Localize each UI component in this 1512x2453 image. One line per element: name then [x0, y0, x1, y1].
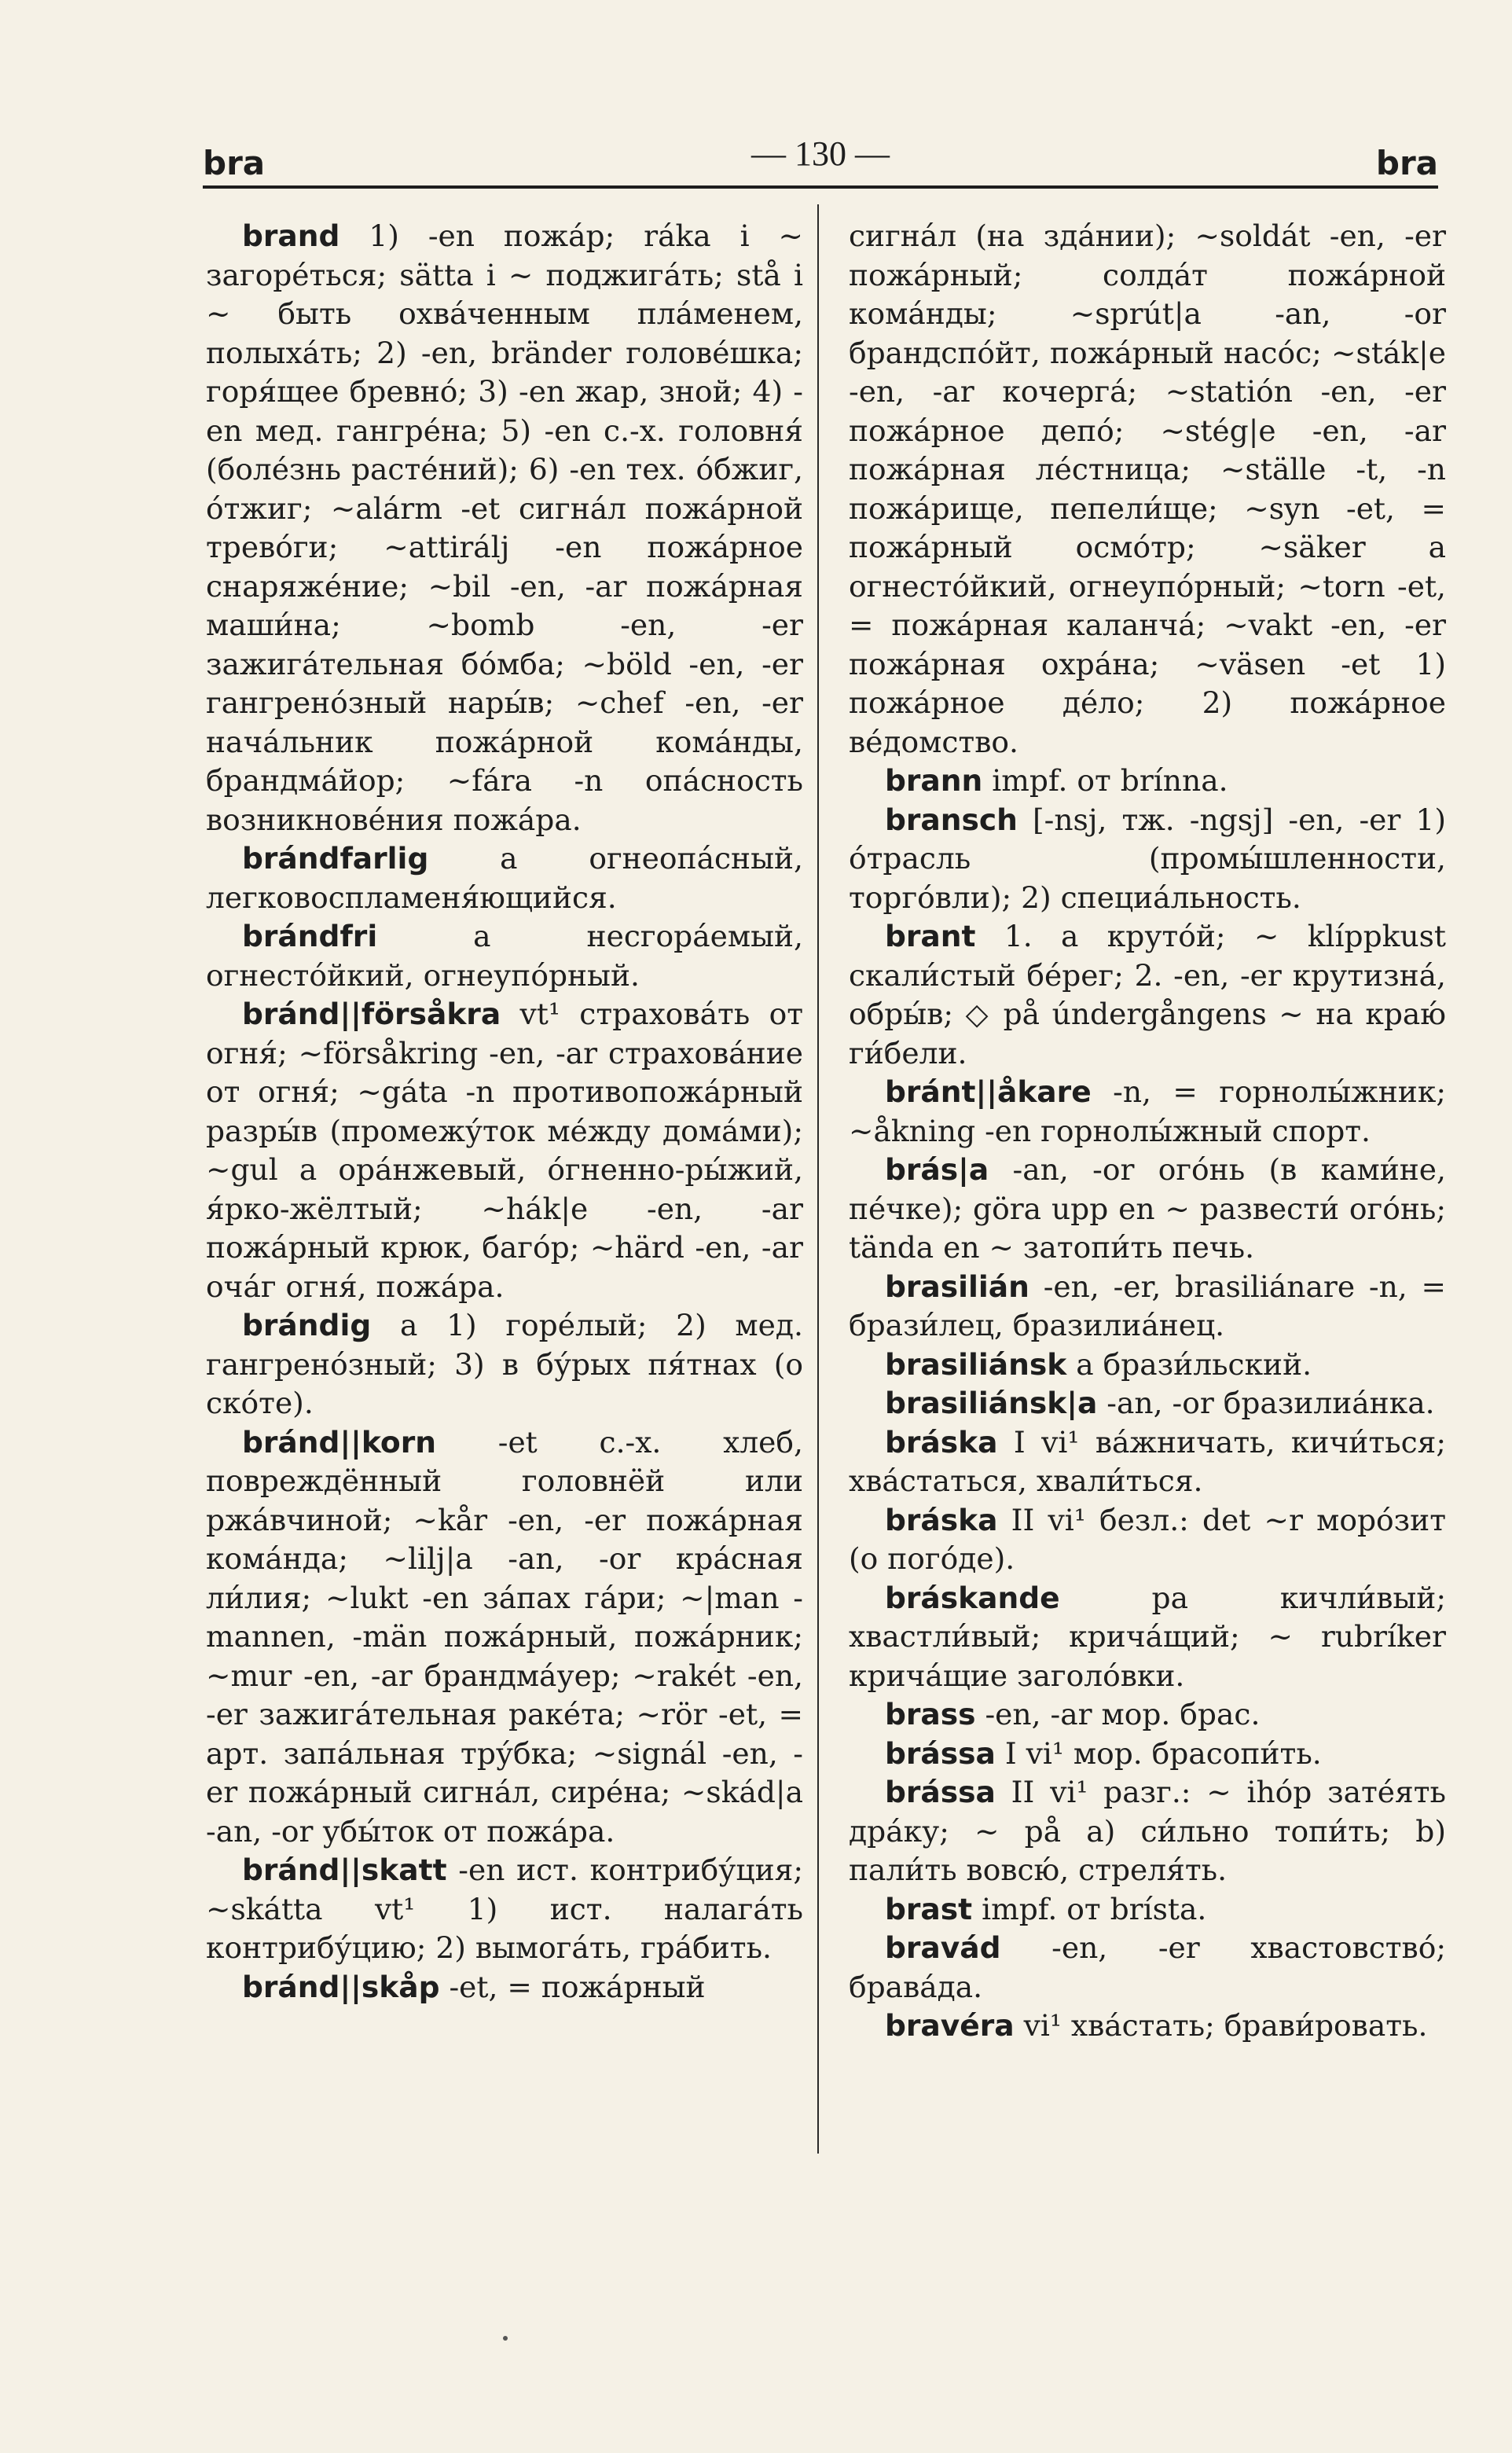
- entry-body: a брази́льский.: [1066, 1346, 1312, 1382]
- dictionary-entry: [849, 1268, 1446, 1346]
- dictionary-entry: [849, 2007, 1446, 2046]
- headword: bravád: [885, 1930, 1001, 1965]
- entry-body: vi¹ хва́стать; брави́ровать.: [1014, 2008, 1428, 2043]
- dictionary-entry: [206, 1968, 803, 2007]
- headword: brás|a: [885, 1152, 989, 1187]
- dictionary-entry: [849, 1929, 1446, 2007]
- entry-body: -en, -er хвастовство́; брава́да.: [849, 1930, 1446, 2004]
- entry-body: a огнеопа́сный, легковоспламеня́ющийся.: [206, 841, 803, 915]
- dictionary-entry: [849, 1073, 1446, 1151]
- headword: bránd||försåkra: [242, 997, 501, 1031]
- headword: brass: [885, 1697, 976, 1731]
- entry-body: impf. от brínna.: [982, 763, 1228, 798]
- headword: bravéra: [885, 2008, 1015, 2043]
- entry-body: impf. от brísta.: [972, 1891, 1207, 1926]
- dictionary-entry: [206, 917, 803, 995]
- left-column: [206, 217, 803, 2007]
- entry-body: [-nsj, тж. -ngsj] -en, -er 1) о́трасль (промы́шленности, торго́вли); 2) специа́льность.: [849, 802, 1446, 915]
- headword: brasiliánsk: [885, 1346, 1067, 1382]
- headword: bránd||skatt: [242, 1853, 447, 1887]
- headword: brássa: [885, 1775, 996, 1809]
- headword: brand: [242, 218, 340, 253]
- entry-body: I vi¹ ва́жничать, кичи́ться; хва́статься, хвали́ться.: [849, 1424, 1446, 1498]
- dictionary-entry: [206, 1306, 803, 1423]
- headword: bráska: [885, 1502, 998, 1537]
- headword: brándig: [242, 1308, 372, 1342]
- entry-body: II vi¹ безл.: det ~r моро́зит (о пого́де).: [849, 1502, 1446, 1576]
- headword: brasilián: [885, 1269, 1029, 1304]
- headword: brasiliánsk|a: [885, 1386, 1098, 1420]
- dictionary-entry: [849, 762, 1446, 801]
- headword: brast: [885, 1891, 973, 1926]
- dictionary-entry: [849, 1151, 1446, 1268]
- headword: brándfarlig: [242, 841, 429, 876]
- dictionary-entry: [849, 1695, 1446, 1735]
- entry-body: -en, -er, brasiliánare -n, = брази́лец, бразилиа́нец.: [849, 1269, 1446, 1342]
- running-head-left: bra: [203, 144, 266, 182]
- entry-body: сигна́л (на зда́нии); ~soldát -en, -er пожа́рный; солда́т пожа́рной кома́нды; ~sprút|a -an, -or брандспо́йт, пожа́рный насо́с; ~sták|e -en, -ar кочерга́; ~statión -en, -er пожа́рное депо́; ~stég|e -en, -ar пожа́рная ле́стница; ~ställe -t, -n пожа́рище, пепели́ще; ~syn -et, = пожа́рный осмо́тр; ~säker a огнесто́йкий, огнеупо́рный; ~torn -et, = пожа́рная каланча́; ~vakt -en, -er пожа́рная охра́на; ~väsen -et 1) пожа́рное де́ло; 2) пожа́рное ве́домство.: [849, 218, 1446, 759]
- page-number: — 130 —: [751, 134, 890, 173]
- dictionary-entry: [849, 801, 1446, 918]
- dictionary-entry: [206, 217, 803, 839]
- entry-body: -n, = горнолы́жник; ~åkning -en горнолы́жный спорт.: [849, 1074, 1446, 1148]
- dictionary-entry: [849, 1579, 1446, 1696]
- entry-body: a несгора́емый, огнесто́йкий, огнеупо́рный.: [206, 919, 803, 993]
- entry-body: -en ист. контрибу́ция; ~skátta vt¹ 1) ист. налага́ть контрибу́цию; 2) вымога́ть, гра́бить.: [206, 1853, 803, 1965]
- headword: bráska: [885, 1424, 998, 1460]
- header-rule: [203, 185, 1438, 189]
- print-speck: [503, 2336, 508, 2341]
- headword: brant: [885, 919, 976, 953]
- entry-body: vt¹ страхова́ть от огня́; ~försåkring -en, -ar страхова́ние от огня́; ~gáta -n противопожа́рный разры́в (промежу́ток ме́жду дома́ми); ~gul a ора́нжевый, о́гненно-ры́жий, я́рко-жёлтый; ~hák|e -en, -ar пожа́рный крюк, баго́р; ~härd -en, -ar оча́г огня́, пожа́ра.: [206, 997, 803, 1304]
- dictionary-entry: [849, 1346, 1446, 1385]
- entry-body: 1. a круто́й; ~ klíppkust скали́стый бе́рег; 2. -en, -er крутизна́, обры́в; ◇ på úndergångens ~ на краю́ ги́бели.: [849, 919, 1446, 1070]
- dictionary-entry: [849, 1735, 1446, 1774]
- entry-body: II vi¹ разг.: ~ ihóp зате́ять дра́ку; ~ på a) си́льно топи́ть; b) пали́ть вовсю́, стреля́ть.: [849, 1775, 1446, 1887]
- headword: bránt||åkare: [885, 1074, 1092, 1109]
- column-divider: [817, 204, 819, 2154]
- page-header: [203, 134, 1438, 182]
- right-column: [849, 217, 1446, 2046]
- entry-body: -an, -or ого́нь (в ками́не, пе́чке); göra upp en ~ развести́ ого́нь; tända en ~ затопи́ть печь.: [849, 1152, 1446, 1265]
- dictionary-entry: [849, 1501, 1446, 1579]
- entry-body: I vi¹ мор. брасопи́ть.: [995, 1735, 1322, 1771]
- entry-body: -et с.-х. хлеб, повреждённый головнёй или ржа́вчиной; ~kår -en, -er пожа́рная кома́нда; ~lilj|a -an, -or кра́сная ли́лия; ~lukt -en за́пах га́ри; ~|man -mannen, -män пожа́рный, пожа́рник; ~mur -en, -ar брандма́уер; ~rakét -en, -er зажига́тельная раке́та; ~rör -et, = арт. запа́льная тру́бка; ~signál -en, -er пожа́рный сигна́л, сире́на; ~skád|a -an, -or убы́ток от пожа́ра.: [206, 1424, 803, 1849]
- entry-body: -en, -ar мор. брас.: [975, 1697, 1261, 1731]
- entry-body: -an, -or бразилиа́нка.: [1097, 1386, 1435, 1420]
- running-head-right: bra: [1375, 144, 1438, 182]
- entry-body: -et, = пожа́рный: [439, 1969, 706, 2004]
- dictionary-entry: [206, 839, 803, 917]
- entry-body: pa кичли́вый; хвастли́вый; крича́щий; ~ rubríker крича́щие заголо́вки.: [849, 1580, 1446, 1693]
- dictionary-entry-continued: [849, 217, 1446, 762]
- dictionary-entry: [206, 1851, 803, 1968]
- dictionary-entry: [206, 1423, 803, 1852]
- headword: bráskande: [885, 1580, 1060, 1615]
- entry-body: 1) -en пожа́р; ráka i ~ загоре́ться; sätta i ~ поджига́ть; stå i ~ быть охва́ченным пла́менем, полыха́ть; 2) -en, bränder голове́шка; горя́щее бревно́; 3) -en жар, зной; 4) -en мед. гангре́на; 5) -en с.-х. головня́ (боле́знь расте́ний); 6) -en тех. о́бжиг, о́тжиг; ~alárm -et сигна́л пожа́рной трево́ги; ~attirálj -en пожа́рное снаряже́ние; ~bil -en, -ar пожа́рная маши́на; ~bomb -en, -er зажига́тельная бо́мба; ~böld -en, -er гангрено́зный нары́в; ~chef -en, -er нача́льник пожа́рной кома́нды, брандма́йор; ~fára -n опа́сность возникнове́ния пожа́ра.: [206, 218, 803, 837]
- dictionary-entry: [849, 1384, 1446, 1423]
- dictionary-entry: [849, 1890, 1446, 1930]
- headword: brássa: [885, 1735, 996, 1771]
- headword: bránd||skåp: [242, 1969, 440, 2004]
- headword: brann: [885, 763, 983, 798]
- entry-body: a 1) горе́лый; 2) мед. гангрено́зный; 3) в бу́рых пя́тнах (о ско́те).: [206, 1308, 803, 1420]
- dictionary-entry: [849, 917, 1446, 1073]
- headword: bransch: [885, 802, 1018, 837]
- headword: bránd||korn: [242, 1424, 436, 1460]
- headword: brándfri: [242, 919, 378, 953]
- dictionary-entry: [849, 1773, 1446, 1890]
- dictionary-entry: [206, 995, 803, 1306]
- dictionary-entry: [849, 1423, 1446, 1501]
